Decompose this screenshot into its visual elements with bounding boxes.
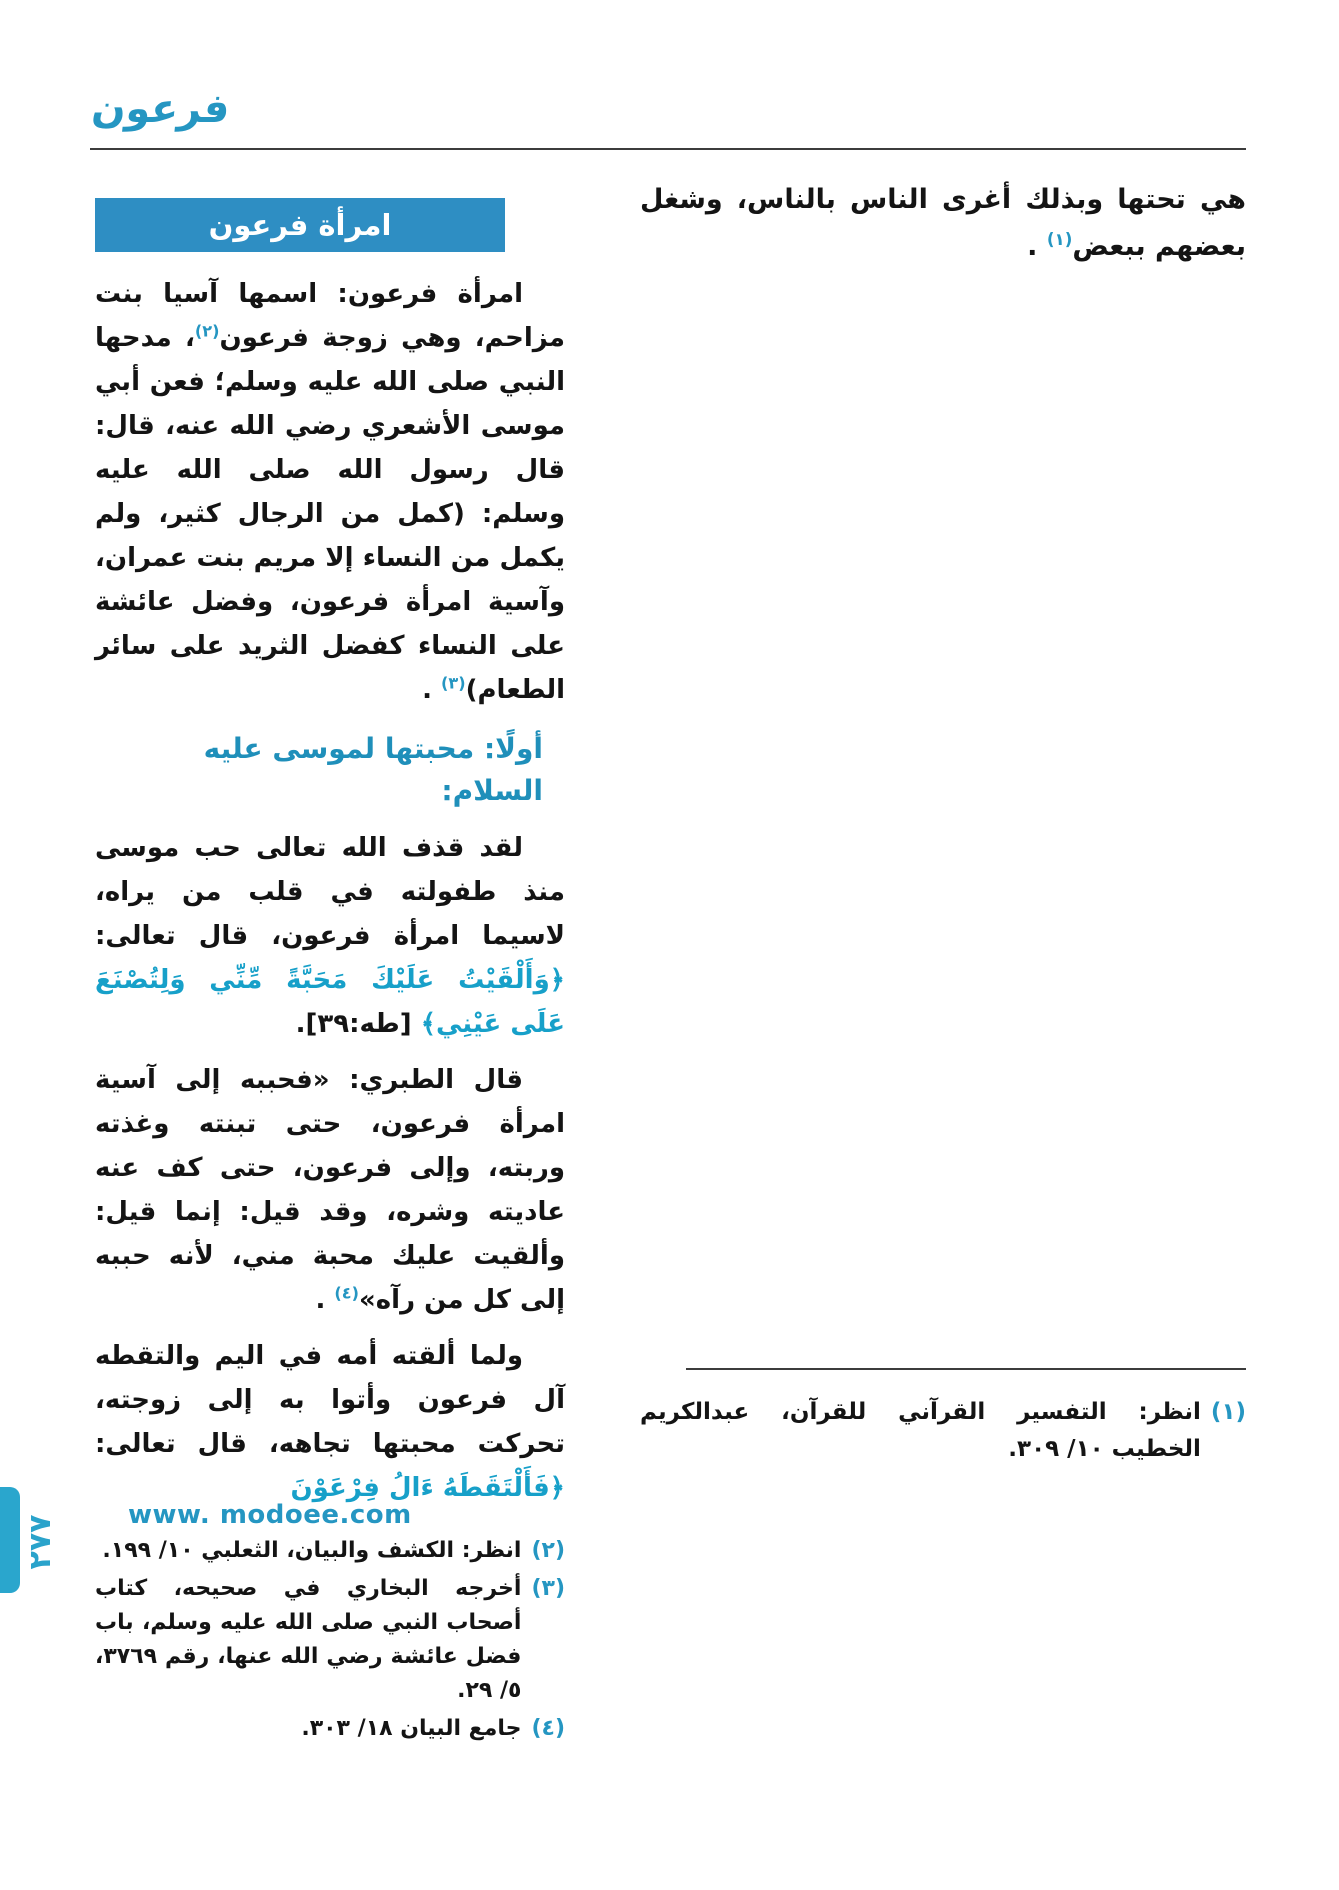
footnote-2: [95, 1534, 565, 1568]
footnote-ref-1: (١): [1046, 229, 1073, 249]
paragraph-1: [95, 272, 565, 712]
verse-reference: [طه:٣٩].: [295, 1009, 421, 1039]
footnote-text: أخرجه البخاري في صحيحه، كتاب أصحاب النبي صلى الله عليه وسلم، باب فضل عائشة رضي الله عنها، رقم ٣٧٦٩، ٥/ ٢٩.: [95, 1576, 522, 1703]
right-footnote-rule: [686, 1368, 1246, 1370]
paragraph-1-text-b: ، مدحها النبي صلى الله عليه وسلم؛ فعن أبي موسى الأشعري رضي الله عنه، قال: قال رسول الله صلى الله عليه وسلم: (كمل من الرجال كثير، ولم يكمل من النساء إلا مريم بنت عمران، وآسية امرأة فرعون، وفضل عائشة على النساء كفضل الثريد على سائر الطعام): [95, 323, 565, 705]
page-number: ٢٧٧: [22, 1514, 58, 1570]
paragraph-2: [95, 826, 565, 1046]
footnote-text: جامع البيان ١٨/ ٣٠٣.: [301, 1716, 522, 1741]
footnote-number: (١): [1210, 1399, 1246, 1425]
footnote-ref-3: (٣): [441, 673, 466, 693]
website-url: www. modoee.com: [128, 1500, 412, 1530]
footnote-number: (٣): [531, 1576, 565, 1601]
paragraph-3: [95, 1058, 565, 1322]
paragraph-2-text: لقد قذف الله تعالى حب موسى منذ طفولته في قلب من يراه، لاسيما امرأة فرعون، قال تعالى:: [95, 833, 565, 951]
left-footnotes: [95, 1534, 565, 1746]
footnote-4: [95, 1712, 565, 1746]
paragraph-1-period: .: [422, 675, 442, 705]
footnote-ref-2: (٢): [194, 321, 220, 341]
header-rule: [90, 148, 1246, 150]
footnote-text: انظر: الكشف والبيان، الثعلبي ١٠/ ١٩٩.: [102, 1538, 522, 1563]
paragraph-1-text-a: امرأة فرعون: اسمها آسيا بنت مزاحم، وهي زوجة فرعون: [95, 279, 565, 353]
quran-verse-2: ﴿فَأَلْتَقَطَهُ ءَالُ فِرْعَوْنَ: [290, 1473, 565, 1503]
subheading-first: أولًا: محبتها لموسى عليه السلام:: [203, 732, 543, 807]
footnote-text: انظر: التفسير القرآني للقرآن، عبدالكريم الخطيب ١٠/ ٣٠٩.: [640, 1399, 1201, 1462]
footnote-1: [640, 1394, 1246, 1468]
chapter-logo: فرعون: [89, 86, 233, 132]
right-column: [640, 176, 1246, 1468]
paragraph-4-text: ولما ألقته أمه في اليم والتقطه آل فرعون وأتوا به إلى زوجته، تحركت محبتها تجاهه، قال تعالى:: [95, 1341, 565, 1459]
section-title: امرأة فرعون: [208, 208, 392, 242]
section-banner: [95, 198, 505, 252]
right-footnote-block: [640, 1368, 1246, 1468]
paragraph-3-text: قال الطبري: «فحببه إلى آسية امرأة فرعون، حتى تبنته وغذته وربته، وإلى فرعون، حتى كف عنه عاديته وشره، وقد قيل: إنما قيل: وألقيت عليك محبة مني، لأنه حببه إلى كل من رآه»: [95, 1065, 565, 1315]
continuation-text: هي تحتها وبذلك أغرى الناس بالناس، وشغل بعضهم ببعض: [640, 184, 1246, 262]
paragraph-4: [95, 1334, 565, 1510]
paragraph-3-period: .: [315, 1285, 335, 1315]
footnote-ref-4: (٤): [334, 1283, 360, 1303]
footnote-number: (٤): [531, 1716, 565, 1741]
quran-verse-1: ﴿وَأَلْقَيْتُ عَلَيْكَ مَحَبَّةً مِّنِّي وَلِتُصْنَعَ عَلَى عَيْنِي﴾: [95, 965, 565, 1039]
continuation-paragraph: [640, 176, 1246, 270]
footnote-3: [95, 1572, 565, 1708]
footnote-number: (٢): [531, 1538, 565, 1563]
continuation-period: .: [1027, 231, 1047, 262]
